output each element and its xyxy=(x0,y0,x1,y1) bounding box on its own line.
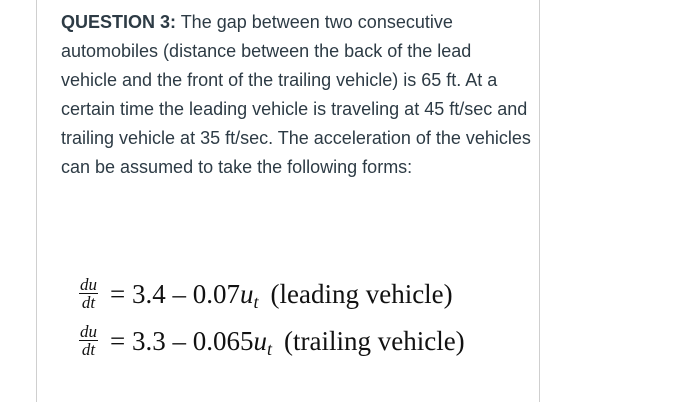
equation-subscript: t xyxy=(253,291,259,312)
equation-trailing-vehicle xyxy=(79,321,465,361)
question-text-block xyxy=(61,8,531,182)
equation-rhs: = 3.3 – 0.065 xyxy=(110,325,254,356)
fraction-denominator: dt xyxy=(81,340,96,359)
equation-leading-vehicle xyxy=(79,274,453,314)
equation-note: (trailing vehicle) xyxy=(284,325,465,356)
equation-variable: u xyxy=(253,325,267,356)
fraction-numerator: du xyxy=(80,322,97,341)
equation-subscript: t xyxy=(266,338,272,359)
equation-variable: u xyxy=(239,278,254,309)
equation-rhs: = 3.4 – 0.07 xyxy=(110,278,240,309)
equation-note: (leading vehicle) xyxy=(270,278,453,309)
question-label: QUESTION 3: xyxy=(61,12,177,32)
derivative-fraction xyxy=(79,277,98,311)
question-panel xyxy=(36,0,540,402)
fraction-denominator: dt xyxy=(81,293,96,312)
fraction-numerator: du xyxy=(80,275,97,294)
question-body: The gap between two consecutive automobiles (distance between the back of the lead vehicle and the front of the trailing vehicle) is 65 ft. At a certain time the leading vehicle is traveling at 45 ft/sec and trailing vehicle at 35 ft/sec. The acceleration of the vehicles can be assumed to take the following forms: xyxy=(61,12,531,177)
derivative-fraction xyxy=(79,324,98,358)
